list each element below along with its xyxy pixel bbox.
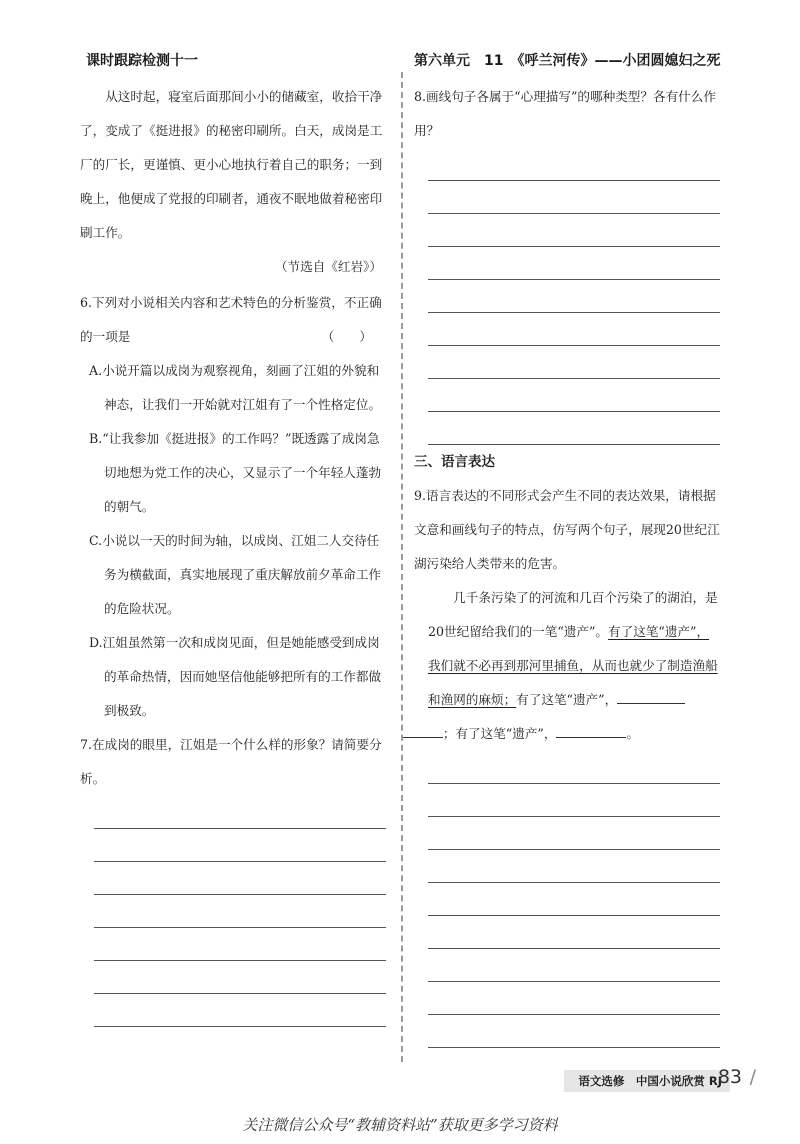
option-b: B.“让我参加《挺进报》的工作吗？”既透露了成岗急切地想为党工作的决心，又显示了一个年轻人蓬勃的朝气。 (89, 431, 382, 514)
q9-end: 。 (626, 726, 640, 741)
reading-passage: 从这时起，寝室后面那间小小的储藏室，收拾干净了，变成了《挺进报》的秘密印刷所。白天，成岗是工厂的厂长，更谨慎、更小心地执行着自己的职务；一到晚上，他便成了党报的印刷者，通夜不眠地做着秘密印刷工作。 (80, 89, 383, 240)
fill-blank-1-cont[interactable] (403, 721, 443, 738)
answer-line[interactable] (428, 784, 720, 817)
option-d: D.江姐虽然第一次和成岗见面，但是她能感受到成岗的革命热情，因而她坚信他能够把所有的工作都做到极致。 (89, 635, 382, 718)
answer-line[interactable] (428, 412, 720, 445)
question-6 (80, 286, 386, 354)
header-right-title: 第六单元 11 《呼兰河传》——小团圆媳妇之死 (414, 53, 721, 69)
answer-line[interactable] (94, 829, 386, 862)
answer-line[interactable] (428, 214, 720, 247)
answer-line[interactable] (428, 949, 720, 982)
right-column (414, 80, 720, 1048)
q7-answer-lines (80, 796, 386, 1027)
answer-line[interactable] (94, 862, 386, 895)
answer-line[interactable] (428, 379, 720, 412)
answer-line[interactable] (428, 883, 720, 916)
answer-line[interactable] (428, 916, 720, 949)
answer-line[interactable] (428, 346, 720, 379)
left-column (80, 80, 386, 1027)
q9-underlined-sentence: 有了这笔“遗产”，我们就不必再到那河里捕鱼，从而也就少了制造渔船和渔网的麻烦； (428, 624, 718, 707)
answer-line[interactable] (94, 796, 386, 829)
q9-fill-lead-1: 有了这笔“遗产”， (516, 692, 618, 707)
option-c: C.小说以一天的时间为轴，以成岗、江姐二人交待任务为横截面，真实地展现了重庆解放前夕革命工作的危险状况。 (89, 533, 382, 616)
answer-paren[interactable]: （ ） (321, 329, 372, 344)
question-6-stem: 6.下列对小说相关内容和艺术特色的分析鉴赏，不正确的一项是 (80, 295, 382, 344)
header-left-title: 课时跟踪检测十一 (86, 53, 198, 69)
answer-line[interactable] (428, 247, 720, 280)
answer-line[interactable] (428, 1015, 720, 1048)
passage-source: （节选自《红岩》） (274, 259, 382, 274)
answer-line[interactable] (94, 994, 386, 1027)
question-8: 8.画线句子各属于“心理描写”的哪种类型？各有什么作用？ (414, 89, 716, 138)
question-9: 9.语言表达的不同形式会产生不同的表达效果，请根据文意和画线句子的特点，仿写两个句子，展现20世纪江湖污染给人类带来的危害。 (414, 488, 720, 571)
page-number: 83 (717, 1066, 742, 1088)
q9-answer-lines (414, 751, 720, 1048)
answer-line[interactable] (428, 280, 720, 313)
answer-line[interactable] (428, 817, 720, 850)
fill-blank-1[interactable] (617, 687, 685, 704)
answer-line[interactable] (428, 982, 720, 1015)
page-slash: / (749, 1066, 756, 1088)
answer-line[interactable] (428, 148, 720, 181)
answer-line[interactable] (94, 961, 386, 994)
answer-line[interactable] (94, 895, 386, 928)
answer-line[interactable] (428, 313, 720, 346)
answer-line[interactable] (428, 181, 720, 214)
answer-line[interactable] (94, 928, 386, 961)
q9-passage-text: 几千条污染了的河流和几百个污染了的湖泊，是20世纪留给我们的一笔“遗产”。 (428, 590, 718, 639)
q9-fill-lead-2: ；有了这笔“遗产”， (442, 726, 557, 741)
q8-answer-lines (414, 148, 720, 445)
option-a: A.小说开篇以成岗为观察视角，刻画了江姐的外貌和神态，让我们一开始就对江姐有了一个性格定位。 (89, 363, 382, 412)
answer-line[interactable] (428, 850, 720, 883)
q9-passage (414, 581, 720, 751)
column-divider (401, 72, 403, 1062)
promo-note: 关注微信公众号“教辅资料站”获取更多学习资料 (242, 1116, 558, 1134)
footer-book-label: 语文选修 中国小说欣赏 RJ (564, 1070, 730, 1092)
question-7: 7.在成岗的眼里，江姐是一个什么样的形象？请简要分析。 (80, 737, 382, 786)
section-3-heading: 三、语言表达 (414, 454, 495, 470)
answer-line[interactable] (428, 751, 720, 784)
fill-blank-2[interactable] (556, 721, 626, 738)
